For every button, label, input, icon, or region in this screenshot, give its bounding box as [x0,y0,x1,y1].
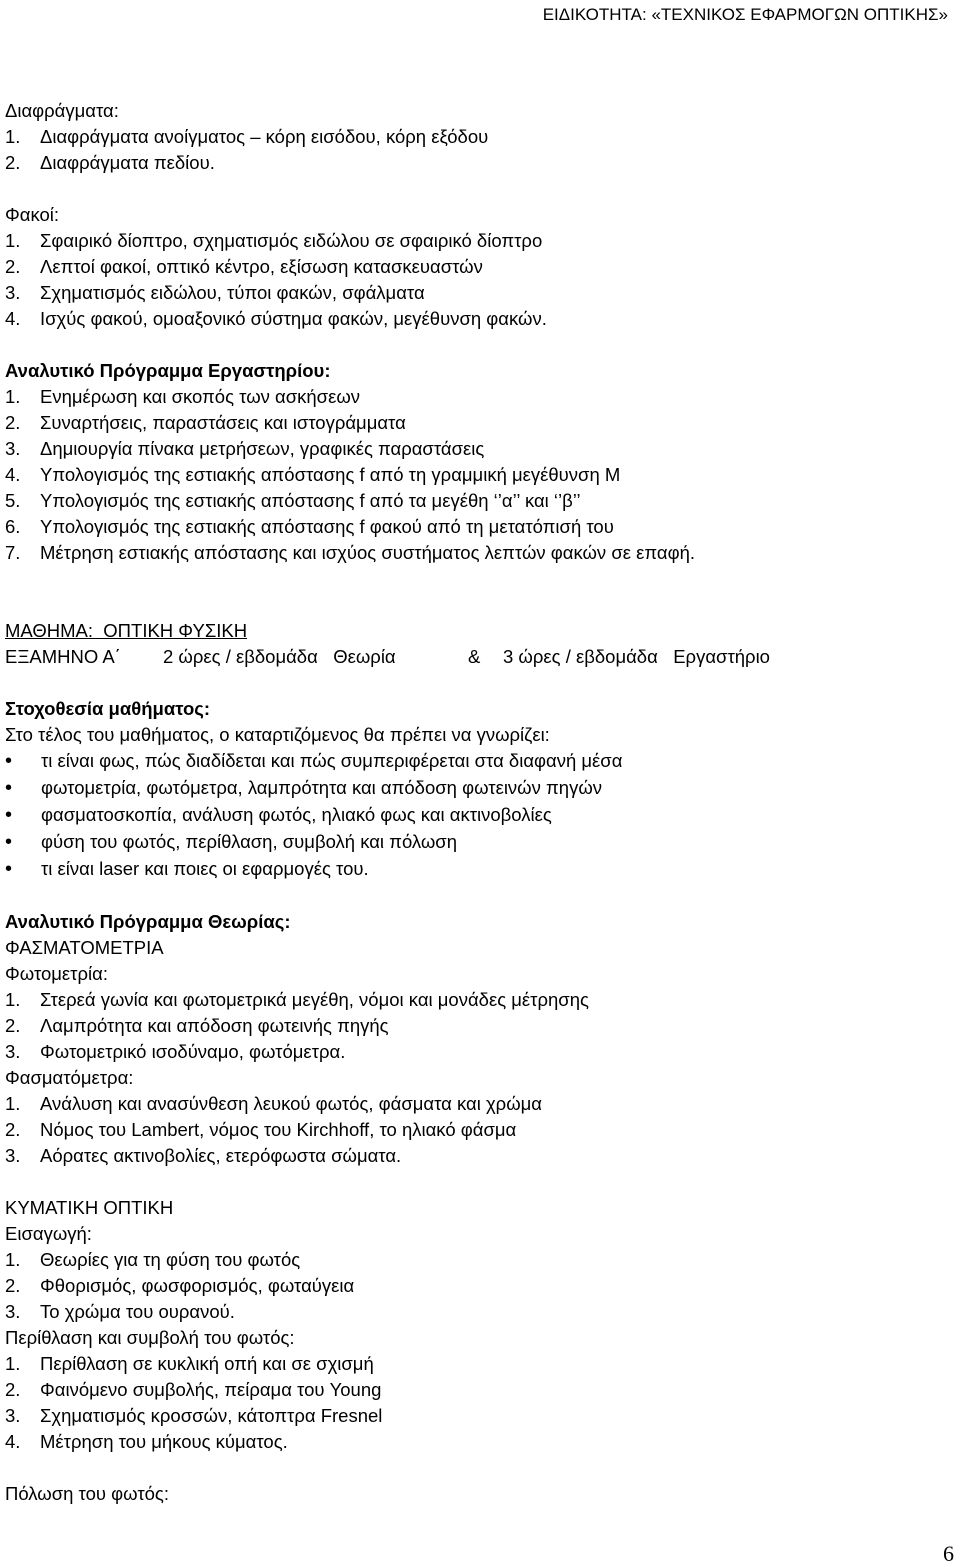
polarization-heading: Πόλωση του φωτός: [5,1483,169,1504]
page-header: ΕΙΔΙΚΟΤΗΤΑ: «ΤΕΧΝΙΚΟΣ ΕΦΑΡΜΟΓΩΝ ΟΠΤΙΚΗΣ» [542,5,948,24]
intro-heading: Εισαγωγή: [5,1223,92,1244]
list-item: 1. Διαφράγματα ανοίγματος – κόρη εισόδου, κόρη εξόδου [5,126,489,147]
document-body [5,98,945,1507]
list-item: 2. Διαφράγματα πεδίου. [5,152,215,173]
list-item: 3. Σχηματισμός ειδώλου, τύποι φακών, σφάλματα [5,282,425,303]
ampersand: & [468,646,481,667]
list-item: 3. Δημιουργία πίνακα μετρήσεων, γραφικές παραστάσεις [5,438,485,459]
list-item: 2. Φαινόμενο συμβολής, πείραμα του Young [5,1379,382,1400]
list-item: 2. Λαμπρότητα και απόδοση φωτεινής πηγής [5,1015,389,1036]
goals-intro: Στο τέλος του μαθήματος, ο καταρτιζόμενος θα πρέπει να γνωρίζει: [5,724,550,745]
list-item: 7. Μέτρηση εστιακής απόστασης και ισχύος συστήματος λεπτών φακών σε επαφή. [5,542,695,563]
theory-program-heading: Αναλυτικό Πρόγραμμα Θεωρίας: [5,911,291,932]
list-item: 2. Νόμος του Lambert, νόμος του Kirchhoff, το ηλιακό φάσμα [5,1119,517,1140]
section-title: ΦΑΣΜΑΤΟΜΕΤΡΙΑ [5,937,164,958]
list-item: 1. Σφαιρικό δίοπτρο, σχηματισμός ειδώλου σε σφαιρικό δίοπτρο [5,230,543,251]
list-item: 3. Αόρατες ακτινοβολίες, ετερόφωστα σώματα. [5,1145,402,1166]
list-item: 2. Συναρτήσεις, παραστάσεις και ιστογράμματα [5,412,406,433]
list-item: 2. Λεπτοί φακοί, οπτικό κέντρο, εξίσωση κατασκευαστών [5,256,483,277]
diafragmata-heading: Διαφράγματα: [5,100,119,121]
lab-program-heading: Αναλυτικό Πρόγραμμα Εργαστηρίου: [5,360,331,381]
list-item: 1. Στερεά γωνία και φωτομετρικά μεγέθη, νόμοι και μονάδες μέτρησης [5,989,589,1010]
page-number: 6 [943,1541,954,1566]
list-item: 5. Υπολογισμός της εστιακής απόστασης f από τα μεγέθη ‘’α’’ και ‘’β’’ [5,490,581,511]
list-item: • τι είναι φως, πώς διαδίδεται και πώς συμπεριφέρεται στα διαφανή μέσα [5,748,945,775]
course-hours [5,644,945,670]
list-item: 3. Το χρώμα του ουρανού. [5,1301,235,1322]
list-item: • φωτομετρία, φωτόμετρα, λαμπρότητα και απόδοση φωτεινών πηγών [5,775,945,802]
list-item: 1. Ενημέρωση και σκοπός των ασκήσεων [5,386,361,407]
list-item: 1. Ανάλυση και ανασύνθεση λευκού φωτός, φάσματα και χρώμα [5,1093,543,1114]
theory-hours: 2 ώρες / εβδομάδα Θεωρία [163,646,396,667]
lab-hours: 3 ώρες / εβδομάδα Εργαστήριο [503,646,770,667]
list-item: 1. Περίθλαση σε κυκλική οπή και σε σχισμή [5,1353,374,1374]
list-item: 3. Σχηματισμός κροσσών, κάτοπτρα Fresnel [5,1405,383,1426]
list-item: • τι είναι laser και ποιες οι εφαρμογές του. [5,856,945,883]
list-item: • φασματοσκοπία, ανάλυση φωτός, ηλιακό φως και ακτινοβολίες [5,802,945,829]
list-item: • φύση του φωτός, περίθλαση, συμβολή και πόλωση [5,829,945,856]
list-item: 4. Μέτρηση του μήκους κύματος. [5,1431,288,1452]
list-item: 4. Υπολογισμός της εστιακής απόστασης f από τη γραμμική μεγέθυνση Μ [5,464,621,485]
goals-heading: Στοχοθεσία μαθήματος: [5,698,211,719]
list-item: 6. Υπολογισμός της εστιακής απόστασης f φακού από τη μετατόπισή του [5,516,614,537]
photometry-heading: Φωτομετρία: [5,963,108,984]
semester: ΕΞΑΜΗΝΟ Α΄ [5,646,121,667]
section-title: ΚΥΜΑΤΙΚΗ ΟΠΤΙΚΗ [5,1197,174,1218]
list-item: 4. Ισχύς φακού, ομοαξονικό σύστημα φακών, μεγέθυνση φακών. [5,308,547,329]
list-item: 2. Φθορισμός, φωσφορισμός, φωταύγεια [5,1275,355,1296]
list-item: 3. Φωτομετρικό ισοδύναμο, φωτόμετρα. [5,1041,346,1062]
course-title: ΜΑΘΗΜΑ: ΟΠΤΙΚΗ ΦΥΣΙΚΗ [5,620,248,641]
diffraction-heading: Περίθλαση και συμβολή του φωτός: [5,1327,295,1348]
spectrometers-heading: Φασματόμετρα: [5,1067,134,1088]
list-item: 1. Θεωρίες για τη φύση του φωτός [5,1249,301,1270]
fakoi-heading: Φακοί: [5,204,60,225]
goals-list [5,748,945,883]
